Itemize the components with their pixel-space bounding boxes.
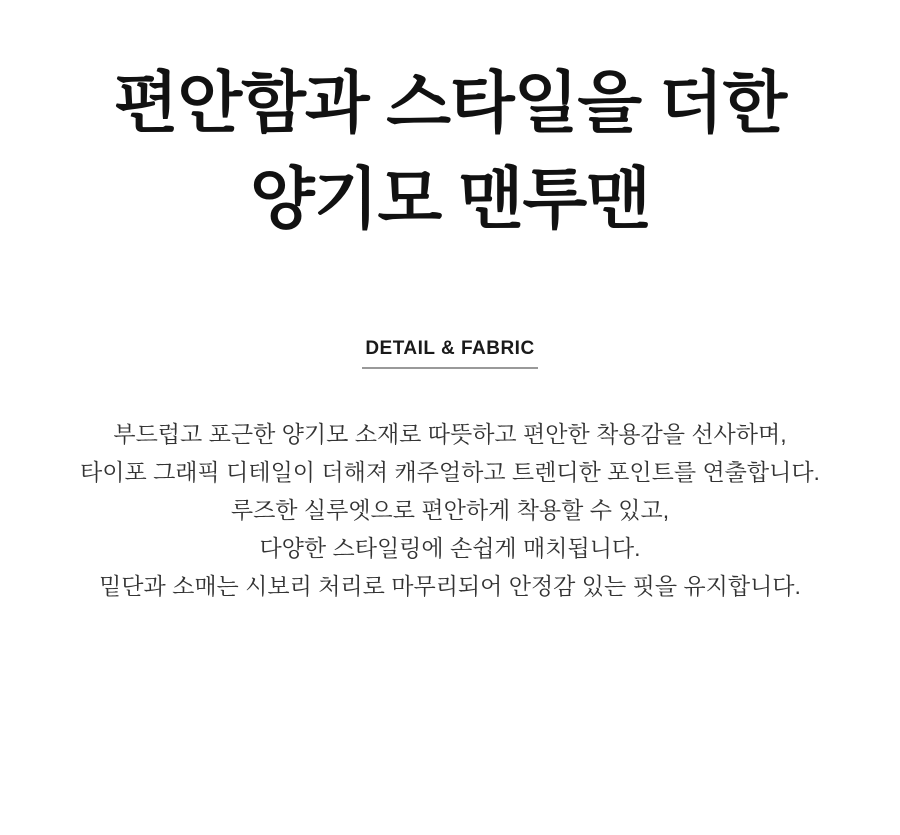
product-headline-line-2: 양기모 맨투맨 (250, 162, 650, 237)
description-line: 밑단과 소매는 시보리 처리로 마무리되어 안정감 있는 핏을 유지합니다. (99, 573, 801, 599)
description-line: 루즈한 실루엣으로 편안하게 착용할 수 있고, (230, 497, 670, 523)
section-label-wrap (0, 338, 900, 369)
description-line: 부드럽고 포근한 양기모 소재로 따뜻하고 편안한 착용감을 선사하며, (113, 421, 787, 447)
product-description-text (0, 415, 900, 605)
description-line: 다양한 스타일링에 손쉽게 매치됩니다. (259, 535, 641, 561)
section-label-detail-fabric: DETAIL & FABRIC (362, 338, 537, 369)
description-line: 타이포 그래픽 디테일이 더해져 캐주얼하고 트렌디한 포인트를 연출합니다. (80, 459, 820, 485)
product-headline-line-1: 편안함과 스타일을 더한 (113, 66, 787, 141)
product-headline (0, 0, 900, 248)
